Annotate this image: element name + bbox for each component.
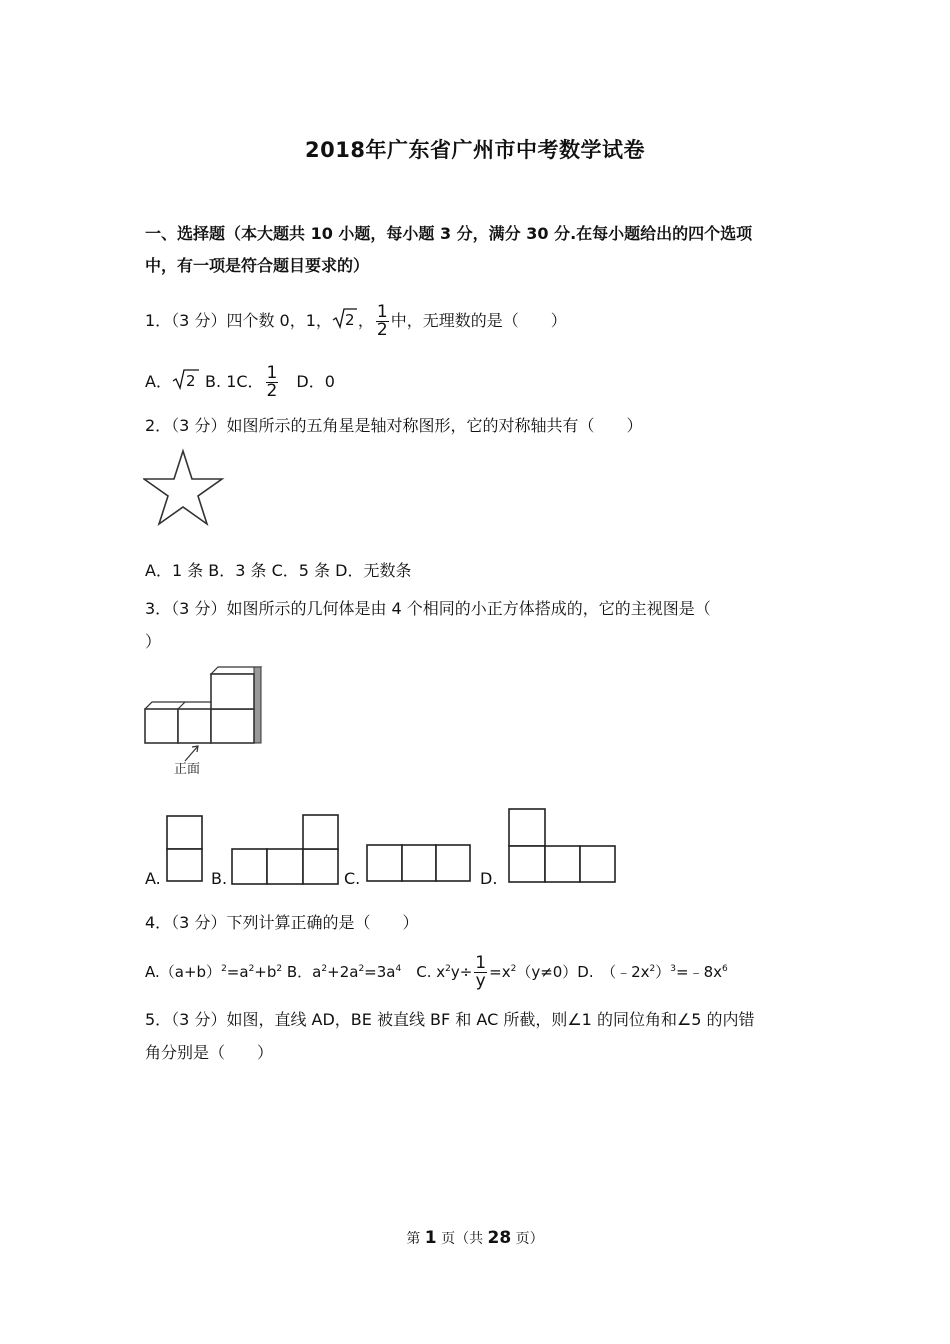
q1-option-a-label: A． xyxy=(145,372,172,391)
page-number: 1 xyxy=(424,1228,437,1248)
q1-stem-text: 1．（3 分）四个数 0，1， xyxy=(145,311,332,330)
q4-option-d: （y≠0）D. （﹣2x xyxy=(516,963,650,981)
svg-text:2: 2 xyxy=(185,371,196,390)
q1-separator: ， xyxy=(357,311,374,330)
question-4-options: $A.(a+b)^2=a^2+b^2$ B．$a^2+2a^2=3a^4$ C. $x^2y\div$ $\frac{1}{y}$ $=x^2(y\ne 0)D$. $(﹣2x^2)^3=﹣8x^6$ xyxy=(145,953,728,991)
total-pages: 28 xyxy=(487,1228,512,1248)
q5-stem-line1: 5．（3 分）如图，直线 AD，BE 被直线 BF 和 AC 所截，则∠1 的同位角和∠5 的内错 xyxy=(145,1010,755,1029)
q4-option-c-part: y÷ xyxy=(450,963,473,981)
q4-option-b: B．a xyxy=(282,963,322,981)
q3-option-d-figure xyxy=(507,807,617,885)
fraction-one-half: $\frac{1}{2}$ xyxy=(376,302,388,340)
question-2-stem: 2．（3 分）如图所示的五角星是轴对称图形，它的对称轴共有（ ） xyxy=(145,416,643,435)
q4-option-a: A.（a+b） xyxy=(145,963,222,981)
q4-option-b-part: +2a xyxy=(327,963,359,981)
question-3-stem xyxy=(145,592,815,658)
question-1-stem xyxy=(145,304,567,339)
sqrt-symbol xyxy=(172,367,200,399)
sqrt-symbol xyxy=(332,306,358,338)
section-heading-line1: 一、选择题（本大题共 10 小题，每小题 3 分，满分 30 分.在每小题给出的四个选项 xyxy=(145,224,753,243)
footer-text: 第 xyxy=(406,1231,425,1247)
q4-option-a-part: =a xyxy=(226,963,249,981)
q1-option-d: D．0 xyxy=(280,372,335,391)
q3-option-a-label: A. xyxy=(145,869,161,888)
q1-option-b: B. 1C． xyxy=(199,372,264,391)
q4-option-d-part: =﹣8x xyxy=(676,963,723,981)
q3-option-a-figure xyxy=(165,814,205,884)
q3-option-d-label: D. xyxy=(480,869,498,888)
star-figure xyxy=(143,448,225,528)
solid-figure xyxy=(143,665,268,777)
question-1-options xyxy=(145,365,335,400)
question-4-stem: 4．（3 分）下列计算正确的是（ ） xyxy=(145,913,419,932)
svg-text:2: 2 xyxy=(344,310,355,329)
q4-option-c: C. x xyxy=(401,963,446,981)
q4-option-a-part: +b xyxy=(254,963,277,981)
question-5-stem xyxy=(145,1003,815,1069)
q3-option-c-figure xyxy=(365,843,473,884)
question-2-options: A．1 条 B．3 条 C．5 条 D．无数条 xyxy=(145,561,412,580)
page-title: 2018年广东省广州市中考数学试卷 xyxy=(305,138,645,162)
fraction-one-over-y: $\frac{1}{y}$ xyxy=(475,953,487,991)
q1-stem-post: 中，无理数的是（ ） xyxy=(390,311,567,330)
section-heading xyxy=(145,218,815,282)
q3-stem-line2: ） xyxy=(145,632,162,651)
fraction-one-half: $\frac{1}{2}$ xyxy=(266,363,278,401)
footer-text: 页） xyxy=(511,1231,544,1247)
q3-option-b-label: B. xyxy=(211,869,228,888)
section-heading-line2: 中，有一项是符合题目要求的） xyxy=(145,256,370,275)
q3-stem-line1: 3．（3 分）如图所示的几何体是由 4 个相同的小正方体搭成的，它的主视图是（ xyxy=(145,599,711,618)
q3-option-c-label: C. xyxy=(344,869,361,888)
q5-stem-line2: 角分别是（ ） xyxy=(145,1043,274,1062)
q4-option-c-part: =x xyxy=(489,963,511,981)
q3-option-b-figure xyxy=(229,813,341,886)
footer-text: 页（共 xyxy=(436,1231,488,1247)
page-footer xyxy=(0,1228,950,1248)
q4-option-b-part: =3a xyxy=(364,963,396,981)
q4-option-d-part: ） xyxy=(655,963,671,981)
front-label: 正面 xyxy=(174,762,201,777)
